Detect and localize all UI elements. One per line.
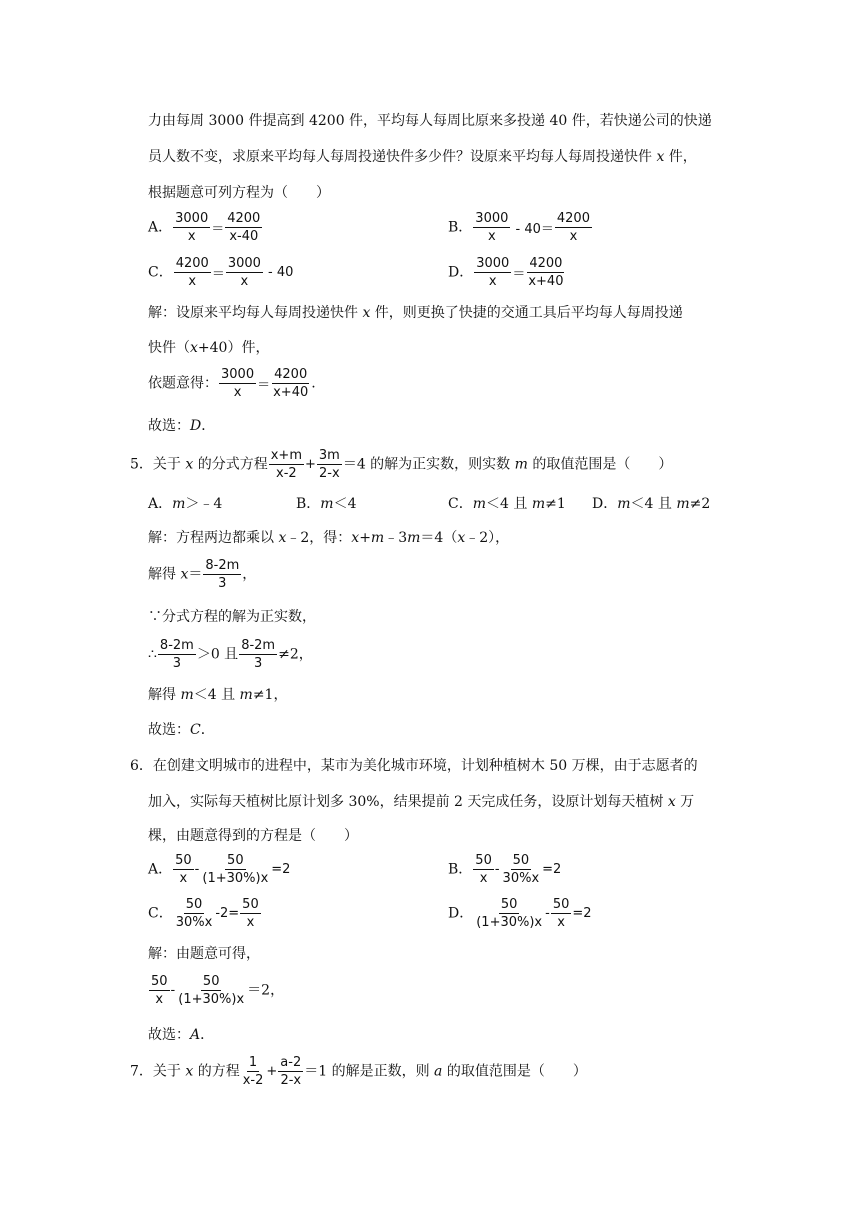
q4-solution-equation: 依题意得： $\frac{3000}{x}$ ＝ $\frac{4200}{x+40}$ . bbox=[148, 367, 316, 400]
q5-solution-line-1: 解：方程两边都乘以 x﹣2，得：x+m﹣3m＝4（x﹣2）， bbox=[148, 530, 510, 546]
q6-option-c: C． $\frac{50}{30\%x}$ -2= $\frac{50}{x}$ bbox=[148, 897, 259, 930]
q4-option-c: C． $\frac{4200}{x}$ ＝ $\frac{3000}{x}$ - 40 bbox=[148, 256, 294, 289]
q4-answer: 故选：D． bbox=[148, 418, 216, 434]
q4-option-b: B． $\frac{3000}{x}$ - 40＝ $\frac{4200}{x}$ bbox=[448, 211, 590, 244]
q6-stem-line-2: 加入，实际每天植树比原计划多 30%，结果提前 2 天完成任务，设原计划每天植树 x 万 bbox=[148, 794, 695, 810]
q6-stem-line-3: 棵，由题意得到的方程是（ ） bbox=[148, 828, 358, 844]
q5-solution-line-2: 解得 x＝ $\frac{8-2m}{3}$ ， bbox=[148, 558, 257, 591]
q6-option-d: D． $\frac{50}{(1+30\%)x}$ - $\frac{50}{x}$ =2 bbox=[448, 897, 592, 930]
q5-solution-line-4: ∴ $\frac{8-2m}{3}$ ＞0 且 $\frac{8-2m}{3}$ ≠2， bbox=[148, 638, 313, 671]
q6-answer: 故选：A． bbox=[148, 1027, 215, 1043]
q5-option-a: A．m＞﹣4 bbox=[148, 496, 223, 512]
q6-solution-equation: $\frac{50}{x}$ - $\frac{50}{(1+30\%)x}$ ＝2， bbox=[151, 974, 285, 1007]
q7-stem: 7．关于 x 的方程 $\frac{1}{x-2}$ + $\frac{a-2}{2-x}$ ＝1 的解是正数，则 a 的取值范围是（ ） bbox=[130, 1055, 587, 1088]
q5-solution-line-3: ∵分式方程的解为正实数， bbox=[148, 609, 316, 625]
q4-solution-line-1: 解：设原来平均每人每周投递快件 x 件，则更换了快捷的交通工具后平均每人每周投递 bbox=[148, 305, 683, 321]
intro-line-3: 根据题意可列方程为（ ） bbox=[148, 185, 330, 201]
q5-stem: 5．关于 x 的分式方程 $\frac{x+m}{x-2}$ + $\frac{3m}{2-x}$ ＝4 的解为正实数，则实数 m 的取值范围是（ ） bbox=[130, 448, 673, 481]
q5-option-c: C．m＜4 且 m≠1 bbox=[448, 496, 566, 512]
intro-line-2: 员人数不变，求原来平均每人每周投递快件多少件？设原来平均每人每周投递快件 x 件， bbox=[148, 149, 697, 165]
q6-option-a: A． $\frac{50}{x}$ - $\frac{50}{(1+30\%)x}$ =2 bbox=[148, 853, 291, 886]
q4-option-a: A． $\frac{3000}{x}$ ＝ $\frac{4200}{x-40}$ bbox=[148, 211, 261, 244]
q6-stem-line-1: 6．在创建文明城市的进程中，某市为美化城市环境，计划种植树木 50 万棵，由于志愿者的 bbox=[130, 758, 698, 774]
intro-line-1: 力由每周 3000 件提高到 4200 件，平均每人每周比原来多投递 40 件，若快递公司的快递 bbox=[148, 113, 712, 129]
q6-option-b: B． $\frac{50}{x}$ - $\frac{50}{30\%x}$ =2 bbox=[448, 853, 562, 886]
q4-solution-line-2: 快件（x+40）件， bbox=[148, 340, 270, 356]
q5-answer: 故选：C． bbox=[148, 722, 215, 738]
q5-option-b: B．m＜4 bbox=[296, 496, 357, 512]
q5-option-d: D．m＜4 且 m≠2 bbox=[592, 496, 711, 512]
q6-solution-line-1: 解：由题意可得， bbox=[148, 946, 260, 962]
q4-option-d: D． $\frac{3000}{x}$ ＝ $\frac{4200}{x+40}$ bbox=[448, 256, 564, 289]
q5-solution-line-5: 解得 m＜4 且 m≠1， bbox=[148, 687, 288, 703]
